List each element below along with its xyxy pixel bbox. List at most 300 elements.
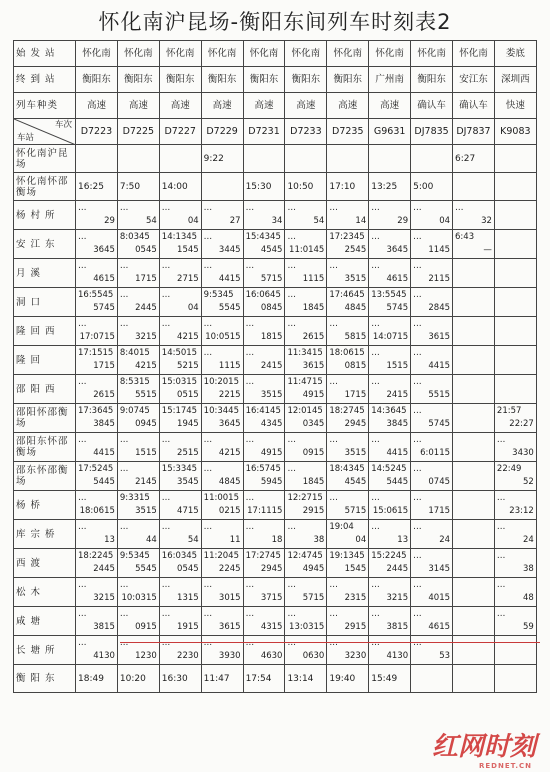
time-cell: [369, 549, 411, 578]
arrival-time: [455, 579, 492, 592]
time-cell: [369, 520, 411, 549]
time-cell: [243, 288, 285, 317]
departure-time: 3715: [260, 593, 283, 603]
arrival-time: …: [78, 638, 87, 648]
time-cell: [494, 491, 536, 520]
departure-time: [455, 505, 492, 518]
time-cell: [494, 607, 536, 636]
time-cell: [285, 173, 327, 201]
departure-time: 53: [439, 651, 451, 661]
departure-time: 17:0715: [79, 332, 115, 342]
arrival-time: …: [161, 435, 171, 445]
arrival-time: 17:4645: [329, 290, 365, 300]
time-cell: [243, 433, 285, 462]
header-cell: 高速: [117, 93, 159, 119]
time-cell: [243, 404, 285, 433]
time-cell: [494, 317, 536, 346]
arrival-time: …: [287, 435, 296, 445]
time-cell: [159, 173, 201, 201]
time-cell: [369, 375, 411, 404]
station-time: 15:30: [245, 181, 272, 192]
station-time: 16:25: [78, 181, 104, 192]
arrival-time: 14:5245: [371, 464, 407, 474]
departure-time: 4345: [260, 419, 283, 429]
departure-time: 52: [522, 477, 534, 487]
time-cell: [285, 549, 327, 578]
arrival-time: …: [329, 638, 338, 648]
departure-time: 1715: [93, 361, 115, 371]
departure-time: 2145: [135, 477, 157, 487]
timetable: [13, 40, 537, 693]
departure-time: 1115: [218, 361, 241, 371]
time-cell: [453, 491, 495, 520]
station-row: [14, 259, 537, 288]
arrival-time: 12:2715: [287, 493, 323, 503]
arrival-time: 15:0315: [161, 377, 198, 387]
time-cell: [327, 259, 369, 288]
arrival-time: [455, 521, 492, 534]
station-time: 13:14: [287, 673, 314, 684]
arrival-time: …: [245, 580, 255, 590]
station-name: 怀化南怀邵衡场: [14, 173, 76, 201]
station-time: 10:20: [119, 673, 146, 684]
arrival-time: …: [496, 522, 506, 532]
train-station-corner: [14, 119, 76, 145]
time-cell: [285, 375, 327, 404]
arrival-time: 17:1515: [78, 348, 114, 358]
arrival-time: …: [245, 522, 255, 532]
time-cell: [76, 433, 118, 462]
time-cell: [327, 201, 369, 230]
departure-time: 3515: [344, 448, 367, 458]
departure-time: 3515: [260, 390, 283, 400]
time-cell: [159, 549, 201, 578]
time-cell: [285, 317, 327, 346]
arrival-time: …: [287, 232, 296, 242]
departure-time: [455, 273, 492, 286]
arrival-time: …: [78, 609, 87, 619]
station-row: [14, 491, 537, 520]
arrival-time: …: [78, 377, 87, 387]
time-cell: [453, 259, 495, 288]
time-cell: [453, 404, 495, 433]
time-cell: [327, 317, 369, 346]
time-cell: [494, 173, 536, 201]
time-cell: [369, 346, 411, 375]
time-cell: [411, 462, 453, 491]
time-cell: [76, 607, 118, 636]
time-cell: [369, 145, 411, 173]
departure-time: 1115: [302, 274, 325, 284]
departure-time: 5745: [386, 303, 409, 313]
departure-time: 27: [229, 216, 241, 226]
departure-time: [455, 476, 492, 489]
time-cell: [453, 346, 495, 375]
arrival-time: 19:04: [329, 522, 354, 532]
time-cell: [243, 462, 285, 491]
time-cell: [76, 491, 118, 520]
time-cell: [411, 173, 453, 201]
arrival-time: …: [119, 580, 129, 590]
time-cell: [327, 549, 369, 578]
arrival-time: 16:4145: [245, 406, 281, 416]
time-cell: [243, 259, 285, 288]
time-cell: [201, 173, 243, 201]
time-cell: [243, 317, 285, 346]
arrival-time: 16:5745: [245, 464, 281, 474]
departure-time: 2415: [260, 361, 283, 371]
departure-time: 2615: [93, 390, 115, 400]
header-row: [14, 93, 537, 119]
time-cell: [243, 578, 285, 607]
departure-time: 3230: [344, 651, 367, 661]
departure-time: 4945: [302, 564, 325, 574]
departure-time: [497, 273, 534, 286]
departure-time: 4615: [386, 274, 409, 284]
departure-time: 5815: [344, 332, 367, 342]
arrival-time: …: [119, 609, 129, 619]
time-cell: [327, 491, 369, 520]
departure-time: 34: [271, 216, 283, 226]
arrival-time: …: [329, 319, 338, 329]
departure-time: 18:0615: [79, 506, 115, 516]
time-cell: [201, 433, 243, 462]
arrival-time: 11:0015: [203, 493, 239, 503]
arrival-time: …: [287, 609, 296, 619]
arrival-time: …: [413, 580, 422, 590]
arrival-time: …: [203, 232, 213, 242]
departure-time: 3815: [93, 622, 115, 632]
header-cell: 衡阳东: [76, 67, 118, 93]
departure-time: 5545: [218, 303, 241, 313]
arrival-time: …: [203, 522, 213, 532]
departure-time: 2215: [218, 390, 241, 400]
time-cell: [369, 665, 411, 693]
departure-time: 2115: [428, 274, 451, 284]
time-cell: [453, 145, 495, 173]
arrival-time: …: [119, 638, 129, 648]
header-cell: 高速: [285, 93, 327, 119]
station-time: 6:27: [455, 153, 476, 164]
arrival-time: …: [245, 319, 255, 329]
departure-time: 3215: [93, 593, 115, 603]
departure-time: 17:1115: [247, 506, 283, 516]
arrival-time: 19:1345: [329, 551, 365, 561]
station-time: 17:54: [245, 673, 272, 684]
arrival-time: …: [413, 377, 422, 387]
departure-time: 11: [229, 535, 241, 545]
time-cell: [494, 201, 536, 230]
departure-time: 3845: [386, 419, 409, 429]
time-cell: [76, 173, 118, 201]
arrival-time: …: [203, 464, 213, 474]
departure-time: 1815: [260, 332, 283, 342]
header-cell: 怀化南: [285, 41, 327, 67]
departure-time: [497, 360, 534, 373]
time-cell: [327, 433, 369, 462]
departure-time: [455, 534, 492, 547]
time-cell: [327, 404, 369, 433]
time-cell: [494, 404, 536, 433]
station-time: 14:00: [161, 181, 188, 192]
time-cell: [159, 346, 201, 375]
station-time: 10:50: [287, 181, 314, 192]
arrival-time: 9:5345: [119, 551, 150, 561]
time-cell: [159, 636, 201, 665]
station-row: [14, 375, 537, 404]
time-cell: [285, 462, 327, 491]
time-cell: [411, 433, 453, 462]
station-time: 11:47: [203, 673, 230, 684]
header-cell: 衡阳东: [159, 67, 201, 93]
time-cell: [243, 636, 285, 665]
station-time: 13:25: [371, 181, 398, 192]
departure-time: 2945: [344, 419, 367, 429]
arrival-time: …: [203, 319, 213, 329]
time-cell: [327, 578, 369, 607]
station-name: 咸 塘: [14, 607, 76, 636]
arrival-time: …: [287, 203, 296, 213]
departure-time: 0345: [302, 419, 325, 429]
departure-time: 2445: [135, 303, 157, 313]
time-cell: [411, 607, 453, 636]
time-cell: [159, 317, 201, 346]
arrival-time: …: [287, 580, 296, 590]
arrival-time: [497, 202, 534, 215]
time-cell: [159, 578, 201, 607]
time-cell: [369, 578, 411, 607]
arrival-time: …: [496, 551, 506, 561]
arrival-time: …: [371, 638, 380, 648]
time-cell: [201, 549, 243, 578]
time-cell: [453, 375, 495, 404]
time-cell: [494, 433, 536, 462]
arrival-time: …: [161, 261, 171, 271]
arrival-time: 9:3315: [119, 493, 150, 503]
arrival-time: …: [119, 435, 129, 445]
header-cell: 衡阳东: [201, 67, 243, 93]
station-row: [14, 173, 537, 201]
time-cell: [453, 665, 495, 693]
time-cell: [285, 607, 327, 636]
station-row: [14, 145, 537, 173]
departure-time: 4015: [428, 593, 451, 603]
station-time: 16:30: [161, 673, 188, 684]
arrival-time: …: [78, 580, 87, 590]
departure-time: 3215: [386, 593, 409, 603]
departure-time: 22:27: [509, 419, 534, 429]
departure-time: 5445: [386, 477, 409, 487]
departure-time: 1715: [428, 506, 451, 516]
time-cell: [327, 288, 369, 317]
arrival-time: …: [371, 232, 380, 242]
departure-time: 3645: [93, 245, 115, 255]
header-cell: 高速: [76, 93, 118, 119]
departure-time: 1515: [135, 448, 157, 458]
header-cell: 衡阳东: [327, 67, 369, 93]
departure-time: 4415: [218, 274, 241, 284]
departure-time: 13:0315: [289, 622, 325, 632]
time-cell: [159, 520, 201, 549]
time-cell: [494, 578, 536, 607]
departure-time: 5745: [93, 303, 115, 313]
train-number-row: [14, 119, 537, 145]
arrival-time: …: [413, 522, 422, 532]
arrival-time: …: [245, 377, 255, 387]
departure-time: [455, 650, 492, 663]
arrival-time: …: [245, 493, 255, 503]
arrival-time: …: [161, 493, 171, 503]
time-cell: [76, 145, 118, 173]
station-row: [14, 665, 537, 693]
time-cell: [117, 607, 159, 636]
arrival-time: …: [329, 609, 338, 619]
time-cell: [453, 173, 495, 201]
time-cell: [201, 520, 243, 549]
header-cell: 衡阳东: [243, 67, 285, 93]
arrival-time: …: [119, 522, 129, 532]
header-cell: 怀化南: [117, 41, 159, 67]
departure-time: 3645: [218, 419, 241, 429]
arrival-time: 17:3645: [78, 406, 114, 416]
departure-time: 3445: [218, 245, 241, 255]
train-number-cell: DJ7837: [453, 119, 495, 145]
departure-time: 2915: [302, 506, 325, 516]
departure-time: 04: [439, 216, 451, 226]
departure-time: 11:0145: [289, 245, 325, 255]
departure-time: [455, 447, 492, 460]
arrival-time: …: [119, 261, 129, 271]
header-cell: 衡阳东: [285, 67, 327, 93]
departure-time: 0945: [135, 419, 157, 429]
rednet-watermark-logo: [386, 730, 536, 768]
departure-time: 5945: [260, 477, 283, 487]
time-cell: [243, 201, 285, 230]
arrival-time: [455, 347, 492, 360]
time-cell: [285, 665, 327, 693]
arrival-time: …: [245, 609, 255, 619]
departure-time: 24: [439, 535, 451, 545]
time-cell: [369, 607, 411, 636]
time-cell: [327, 665, 369, 693]
arrival-time: 11:2045: [203, 551, 239, 561]
station-row: [14, 346, 537, 375]
departure-time: [455, 302, 492, 315]
departure-time: 4630: [260, 651, 283, 661]
time-cell: [243, 665, 285, 693]
time-cell: [369, 317, 411, 346]
time-cell: [494, 145, 536, 173]
time-cell: [494, 346, 536, 375]
train-number-cell: D7223: [76, 119, 118, 145]
header-cell: 怀化南: [411, 41, 453, 67]
arrival-time: 15:3345: [161, 464, 198, 474]
arrival-time: [455, 318, 492, 331]
arrival-time: [455, 463, 492, 476]
departure-time: 3615: [302, 361, 325, 371]
time-cell: [201, 317, 243, 346]
time-cell: [243, 230, 285, 259]
time-cell: [411, 665, 453, 693]
header-cell: 高速: [369, 93, 411, 119]
station-name: 洞 口: [14, 288, 76, 317]
departure-time: 4915: [260, 448, 283, 458]
arrival-time: …: [119, 319, 129, 329]
departure-time: 5515: [135, 390, 157, 400]
departure-time: 5715: [344, 506, 367, 516]
time-cell: [76, 259, 118, 288]
arrival-time: …: [78, 203, 87, 213]
departure-time: 1230: [135, 651, 157, 661]
station-name: 西 渡: [14, 549, 76, 578]
time-cell: [327, 636, 369, 665]
time-cell: [327, 462, 369, 491]
station-name: 松 木: [14, 578, 76, 607]
time-cell: [117, 288, 159, 317]
time-cell: [76, 288, 118, 317]
time-cell: [201, 578, 243, 607]
time-cell: [76, 578, 118, 607]
departure-time: 2515: [177, 448, 199, 458]
time-cell: [369, 230, 411, 259]
time-cell: [453, 520, 495, 549]
departure-time: 4215: [218, 448, 241, 458]
time-cell: [327, 520, 369, 549]
header-cell: 怀化南: [201, 41, 243, 67]
departure-time: 14: [355, 216, 367, 226]
time-cell: [243, 173, 285, 201]
time-cell: [411, 288, 453, 317]
header-cell: 高速: [159, 93, 201, 119]
time-cell: [411, 201, 453, 230]
arrival-time: …: [371, 261, 380, 271]
time-cell: [494, 230, 536, 259]
time-cell: [117, 375, 159, 404]
station-name: 杨 桥: [14, 491, 76, 520]
train-number-cell: D7231: [243, 119, 285, 145]
header-cell: 怀化南: [369, 41, 411, 67]
arrival-time: …: [119, 464, 129, 474]
arrival-time: 16:5545: [78, 290, 114, 300]
departure-time: 23:12: [509, 506, 534, 516]
arrival-time: …: [329, 203, 338, 213]
train-number-cell: D7229: [201, 119, 243, 145]
arrival-time: …: [329, 493, 338, 503]
arrival-time: …: [413, 261, 422, 271]
departure-time: 0545: [135, 245, 157, 255]
departure-time: 29: [397, 216, 409, 226]
header-cell: 快速: [494, 93, 536, 119]
departure-time: 1715: [135, 274, 157, 284]
time-cell: [453, 462, 495, 491]
station-name: 杨 村 所: [14, 201, 76, 230]
departure-time: 2445: [386, 564, 409, 574]
time-cell: [494, 259, 536, 288]
time-cell: [76, 317, 118, 346]
arrival-time: …: [78, 261, 87, 271]
header-cell: 广州南: [369, 67, 411, 93]
arrival-time: …: [78, 232, 87, 242]
departure-time: 3645: [386, 245, 409, 255]
departure-time: 2245: [218, 564, 241, 574]
arrival-time: 18:2245: [78, 551, 114, 561]
arrival-time: 14:3645: [371, 406, 407, 416]
arrival-time: 14:5015: [161, 348, 198, 358]
arrival-time: [497, 289, 534, 302]
arrival-time: …: [161, 609, 171, 619]
departure-time: 4215: [177, 332, 199, 342]
arrival-time: 18:2745: [329, 406, 365, 416]
